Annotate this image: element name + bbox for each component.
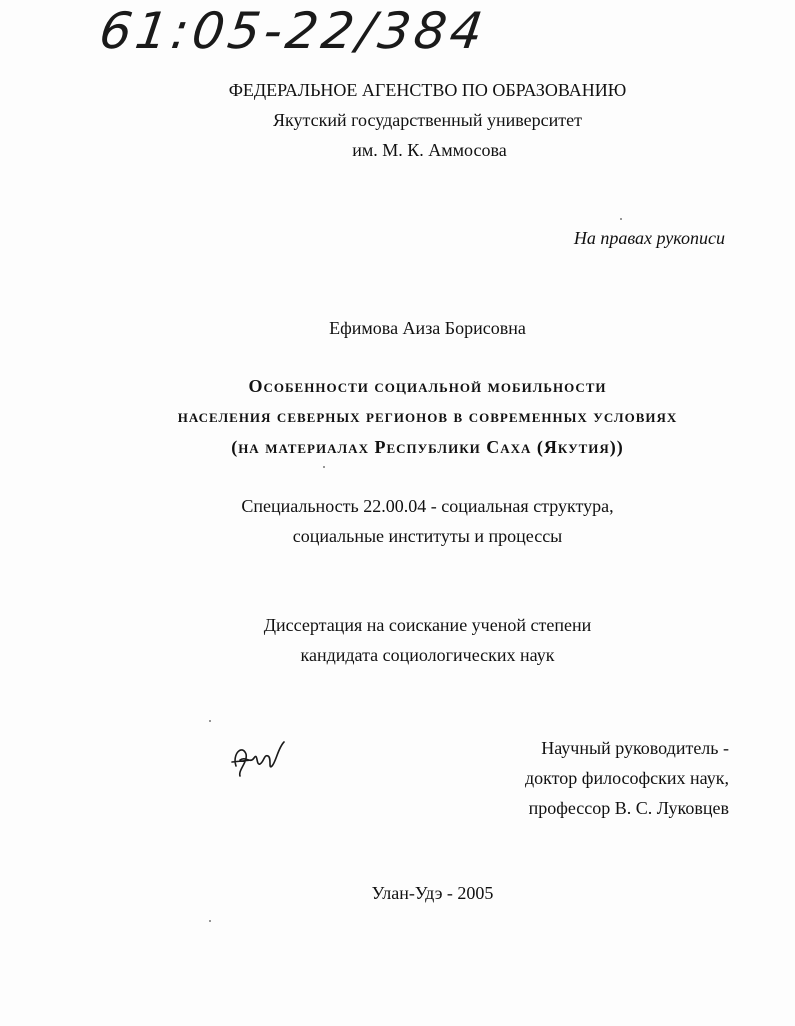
thesis-title-line-2: населения северных регионов в современных условиях	[177, 406, 678, 426]
supervisor-line-2: доктор философских наук,	[525, 768, 729, 788]
thesis-title-line-1: Особенности социальной мобильности	[248, 376, 607, 396]
supervisor-line-1: Научный руководитель -	[541, 738, 729, 758]
scan-speck	[620, 218, 622, 220]
scientific-supervisor-block	[525, 733, 729, 823]
author-name: Ефимова Аиза Борисовна	[329, 318, 526, 338]
supervisor-line-3: профессор В. С. Луковцев	[528, 798, 729, 818]
university-named-after: им. М. К. Аммосова	[352, 140, 507, 160]
thesis-title-line-3: (на материалах Республики Саха (Якутия))	[231, 437, 624, 457]
dissertation-degree-line-1: Диссертация на соискание ученой степени	[263, 615, 592, 635]
scan-speck	[209, 720, 211, 722]
dissertation-degree-line-2: кандидата социологических наук	[300, 645, 555, 665]
specialty-line-1: Специальность 22.00.04 - социальная структура,	[241, 496, 614, 516]
scan-speck	[323, 466, 325, 468]
city-and-year: Улан-Удэ - 2005	[371, 883, 494, 903]
agency-name: ФЕДЕРАЛЬНОЕ АГЕНСТВО ПО ОБРАЗОВАНИЮ	[228, 80, 627, 100]
handwritten-archive-code: 61:05-22/384	[95, 2, 491, 60]
manuscript-note: На правах рукописи	[573, 228, 725, 248]
author-signature	[228, 736, 288, 782]
university-name: Якутский государственный университет	[273, 110, 582, 130]
specialty-line-2: социальные институты и процессы	[292, 526, 563, 546]
scan-speck	[209, 920, 211, 922]
